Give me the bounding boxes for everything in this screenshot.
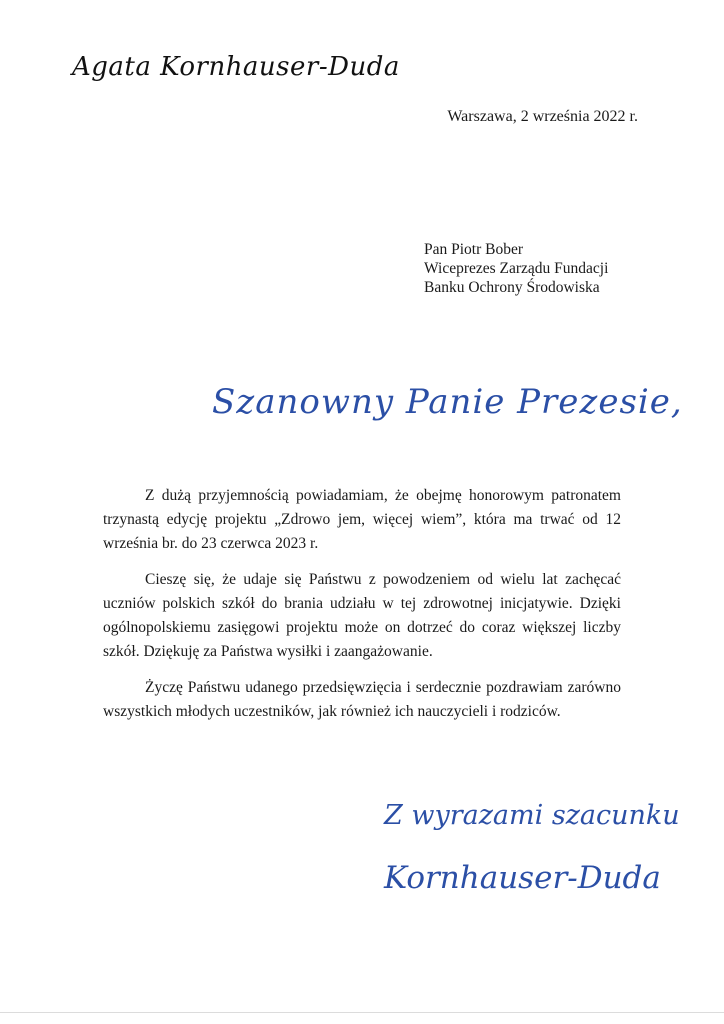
page-edge-divider <box>0 1012 724 1013</box>
recipient-name: Pan Piotr Bober <box>424 241 524 258</box>
body-paragraph-3: Życzę Państwu udanego przedsięwzięcia i serdecznie pozdrawiam zarówno wszystkich młodych uczestników, jak również ich nauczycieli i rodziców. <box>103 679 621 720</box>
body-paragraph-2: Cieszę się, że udaje się Państwu z powodzeniem od wielu lat zachęcać uczniów polskich szkół do brania udziału w tej zdrowotnej inicjatywie. Dzięki ogólnopolskiemu zasięgowi projektu może on dotrzeć do coraz większej liczby szkół. Dziękuję za Państwa wysiłki i zaangażowanie. <box>103 571 621 660</box>
letterhead-name: Agata Kornhauser-Duda <box>72 52 400 82</box>
recipient-address <box>424 240 608 297</box>
letter-date: Warszawa, 2 września 2022 r. <box>447 108 638 125</box>
handwritten-signature: Kornhauser-Duda <box>384 860 661 896</box>
handwritten-closing: Z wyrazami szacunku <box>384 800 680 831</box>
letter-body <box>103 484 621 736</box>
body-paragraph-1: Z dużą przyjemnością powiadamiam, że obejmę honorowym patronatem trzynastą edycję projektu „Zdrowo jem, więcej wiem”, która ma trwać od 12 września br. do 23 czerwca 2023 r. <box>103 487 621 552</box>
recipient-organization: Banku Ochrony Środowiska <box>424 279 600 296</box>
handwritten-salutation: Szanowny Panie Prezesie, <box>212 382 683 422</box>
recipient-title: Wiceprezes Zarządu Fundacji <box>424 260 609 277</box>
